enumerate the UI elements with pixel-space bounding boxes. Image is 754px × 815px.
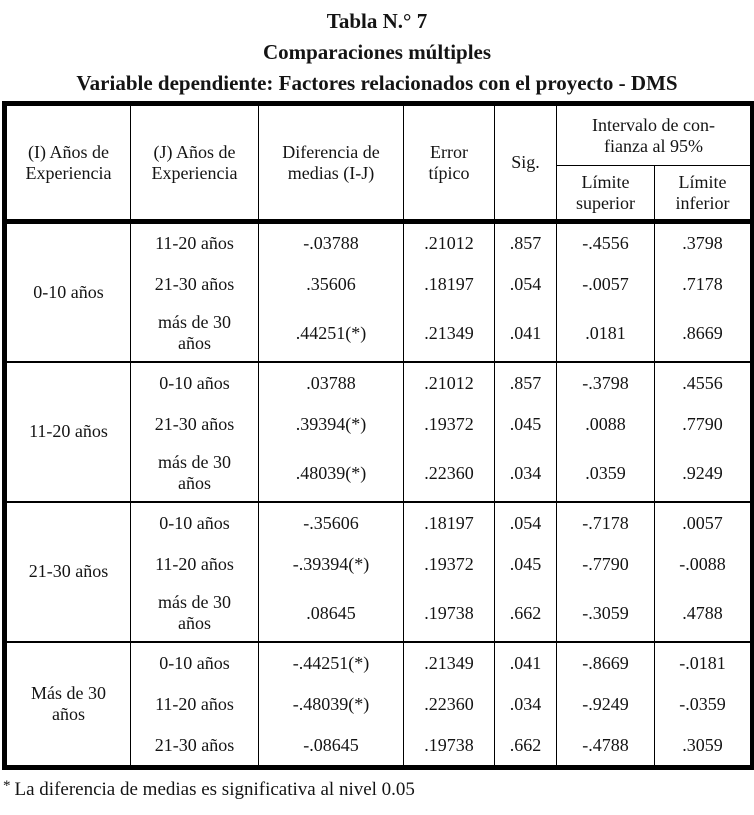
cell-sig: .041 <box>495 306 557 362</box>
cell-upper-limit: -.7790 <box>557 544 655 586</box>
cell-lower-limit: .4556 <box>655 362 753 404</box>
cell-std-error: .21012 <box>404 362 495 404</box>
table-row <box>5 222 753 264</box>
cell-j: más de 30 años <box>131 306 259 362</box>
cell-upper-limit: -.9249 <box>557 684 655 726</box>
cell-mean-difference: .03788 <box>259 362 404 404</box>
cell-sig: .045 <box>495 404 557 446</box>
multiple-comparisons-table <box>2 101 754 770</box>
block-0-10 <box>5 222 753 362</box>
cell-sig: .041 <box>495 642 557 684</box>
table-row <box>5 642 753 684</box>
cell-upper-limit: .0359 <box>557 446 655 502</box>
cell-j: 0-10 años <box>131 362 259 404</box>
table-header <box>5 104 753 222</box>
cell-std-error: .22360 <box>404 684 495 726</box>
col-header-lower-limit: Límite inferior <box>655 166 753 222</box>
cell-upper-limit: -.3798 <box>557 362 655 404</box>
cell-j: más de 30 años <box>131 586 259 642</box>
cell-mean-difference: .39394(*) <box>259 404 404 446</box>
cell-std-error: .21349 <box>404 306 495 362</box>
cell-std-error: .19738 <box>404 726 495 768</box>
cell-std-error: .21012 <box>404 222 495 264</box>
cell-mean-difference: .35606 <box>259 264 404 306</box>
table-row <box>5 502 753 544</box>
cell-lower-limit: .8669 <box>655 306 753 362</box>
cell-std-error: .19372 <box>404 404 495 446</box>
cell-lower-limit: -.0088 <box>655 544 753 586</box>
cell-std-error: .19372 <box>404 544 495 586</box>
table-title: Comparaciones múltiples <box>262 40 492 64</box>
cell-sig: .857 <box>495 222 557 264</box>
cell-lower-limit: .4788 <box>655 586 753 642</box>
cell-upper-limit: -.0057 <box>557 264 655 306</box>
footnote-text: La diferencia de medias es significativa al nivel 0.05 <box>14 779 415 800</box>
cell-j: 21-30 años <box>131 726 259 768</box>
cell-std-error: .21349 <box>404 642 495 684</box>
cell-sig: .045 <box>495 544 557 586</box>
cell-upper-limit: -.3059 <box>557 586 655 642</box>
cell-j: 0-10 años <box>131 502 259 544</box>
col-header-sig: Sig. <box>495 104 557 222</box>
cell-lower-limit: .7790 <box>655 404 753 446</box>
cell-sig: .034 <box>495 446 557 502</box>
cell-sig: .857 <box>495 362 557 404</box>
table-subtitle: Variable dependiente: Factores relacionados con el proyecto - DMS <box>76 71 678 95</box>
cell-sig: .662 <box>495 586 557 642</box>
cell-i-group: 21-30 años <box>5 502 131 642</box>
block-mas-de-30 <box>5 642 753 768</box>
cell-j: 11-20 años <box>131 544 259 586</box>
col-header-upper-limit: Límite superior <box>557 166 655 222</box>
table-row <box>5 362 753 404</box>
cell-lower-limit: .7178 <box>655 264 753 306</box>
significance-footnote <box>3 778 754 801</box>
cell-upper-limit: -.4788 <box>557 726 655 768</box>
cell-lower-limit: .3059 <box>655 726 753 768</box>
block-11-20 <box>5 362 753 502</box>
cell-lower-limit: .3798 <box>655 222 753 264</box>
col-header-mean-difference: Diferencia de medias (I-J) <box>259 104 404 222</box>
cell-j: más de 30 años <box>131 446 259 502</box>
cell-i-group: Más de 30 años <box>5 642 131 768</box>
cell-mean-difference: .44251(*) <box>259 306 404 362</box>
cell-j: 0-10 años <box>131 642 259 684</box>
cell-upper-limit: -.8669 <box>557 642 655 684</box>
cell-upper-limit: -.7178 <box>557 502 655 544</box>
cell-sig: .662 <box>495 726 557 768</box>
table-caption <box>0 0 754 99</box>
cell-std-error: .22360 <box>404 446 495 502</box>
cell-upper-limit: .0088 <box>557 404 655 446</box>
cell-mean-difference: .08645 <box>259 586 404 642</box>
confidence-interval-line2: fianza al 95% <box>604 135 703 156</box>
cell-lower-limit: -.0181 <box>655 642 753 684</box>
cell-j: 11-20 años <box>131 222 259 264</box>
footnote-asterisk: * <box>3 778 11 794</box>
col-header-j-years: (J) Años de Experiencia <box>131 104 259 222</box>
col-header-i-years: (I) Años de Experiencia <box>5 104 131 222</box>
cell-mean-difference: -.35606 <box>259 502 404 544</box>
cell-j: 21-30 años <box>131 404 259 446</box>
cell-sig: .054 <box>495 502 557 544</box>
block-21-30 <box>5 502 753 642</box>
cell-j: 11-20 años <box>131 684 259 726</box>
cell-std-error: .18197 <box>404 264 495 306</box>
cell-mean-difference: -.08645 <box>259 726 404 768</box>
header-row-1 <box>5 104 753 166</box>
cell-upper-limit: .0181 <box>557 306 655 362</box>
cell-std-error: .18197 <box>404 502 495 544</box>
cell-mean-difference: -.39394(*) <box>259 544 404 586</box>
cell-j: 21-30 años <box>131 264 259 306</box>
table-number: Tabla N.° 7 <box>326 9 428 33</box>
cell-lower-limit: .0057 <box>655 502 753 544</box>
cell-std-error: .19738 <box>404 586 495 642</box>
cell-sig: .054 <box>495 264 557 306</box>
cell-lower-limit: -.0359 <box>655 684 753 726</box>
col-header-confidence-interval <box>557 104 753 166</box>
cell-i-group: 11-20 años <box>5 362 131 502</box>
cell-mean-difference: .48039(*) <box>259 446 404 502</box>
cell-mean-difference: -.03788 <box>259 222 404 264</box>
cell-sig: .034 <box>495 684 557 726</box>
cell-lower-limit: .9249 <box>655 446 753 502</box>
confidence-interval-line1: Intervalo de con- <box>592 114 715 135</box>
cell-upper-limit: -.4556 <box>557 222 655 264</box>
col-header-std-error: Error típico <box>404 104 495 222</box>
cell-mean-difference: -.44251(*) <box>259 642 404 684</box>
cell-mean-difference: -.48039(*) <box>259 684 404 726</box>
cell-i-group: 0-10 años <box>5 222 131 362</box>
